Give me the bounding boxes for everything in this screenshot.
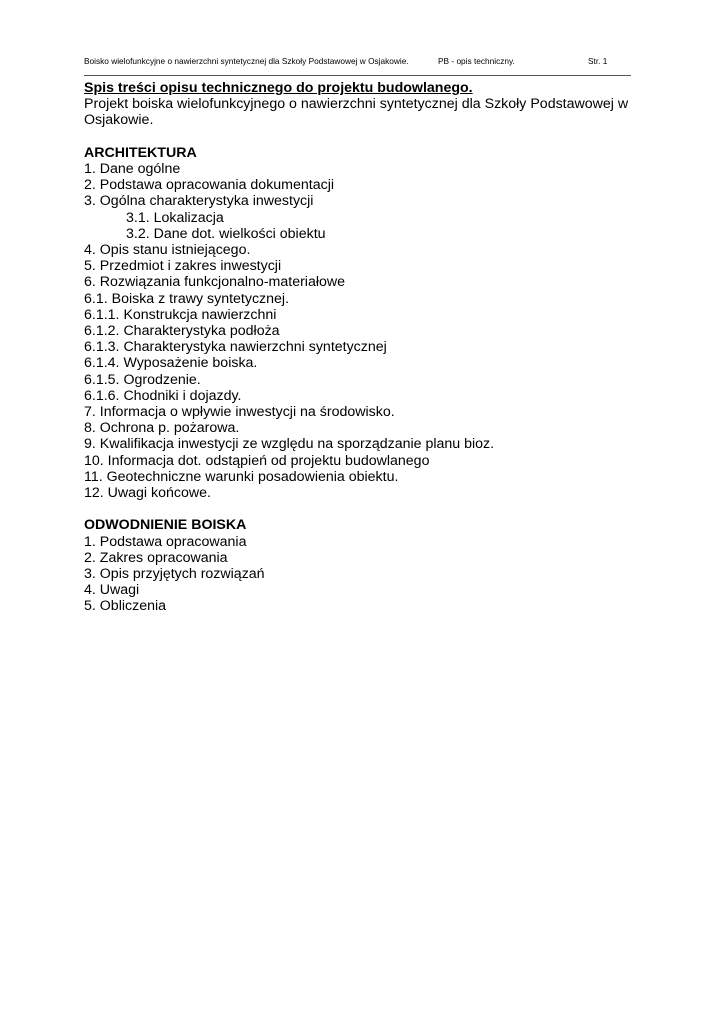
toc-item: 11. Geotechniczne warunki posadowienia obiektu. [84, 468, 399, 485]
toc-section-architektura [84, 145, 644, 501]
toc-list [84, 534, 644, 615]
toc-item: 2. Podstawa opracowania dokumentacji [84, 177, 335, 194]
toc-item: 6.1.4. Wyposażenie boiska. [84, 355, 258, 372]
header-document-name: Boisko wielofunkcyjne o nawierzchni syntetycznej dla Szkoły Podstawowej w Osjakowie. [84, 56, 409, 66]
toc-item: 3. Ogólna charakterystyka inwestycji [84, 193, 314, 210]
toc-list [84, 161, 644, 501]
document-body [84, 80, 644, 615]
document-title: Spis treści opisu technicznego do projektu budowlanego. [84, 80, 473, 96]
toc-item: 6.1.2. Charakterystyka podłoża [84, 323, 280, 340]
toc-item: 10. Informacja dot. odstąpień od projektu budowlanego [84, 452, 430, 469]
toc-item: 5. Obliczenia [84, 598, 167, 615]
toc-item: 8. Ochrona p. pożarowa. [84, 420, 240, 437]
toc-item: 6.1.1. Konstrukcja nawierzchni [84, 306, 277, 323]
document-subtitle: Projekt boiska wielofunkcyjnego o nawierzchni syntetycznej dla Szkoły Podstawowej w Osjakowie. [84, 96, 629, 129]
toc-item: 12. Uwagi końcowe. [84, 485, 211, 502]
toc-item: 6.1.3. Charakterystyka nawierzchni syntetycznej [84, 339, 387, 356]
section-heading: ODWODNIENIE BOISKA [84, 517, 247, 534]
toc-item: 1. Dane ogólne [84, 161, 181, 177]
toc-item: 7. Informacja o wpływie inwestycji na środowisko. [84, 404, 395, 421]
toc-item: 6.1. Boiska z trawy syntetycznej. [84, 290, 290, 307]
toc-section-odwodnienie [84, 517, 644, 614]
toc-item: 3. Opis przyjętych rozwiązań [84, 566, 265, 583]
toc-item: 4. Opis stanu istniejącego. [84, 242, 251, 259]
toc-item: 6.1.6. Chodniki i dojazdy. [84, 387, 242, 404]
header-page-number: Str. 1 [588, 56, 608, 66]
toc-item: 4. Uwagi [84, 582, 140, 599]
toc-item: 3.1. Lokalizacja [126, 209, 224, 226]
section-heading: ARCHITEKTURA [84, 144, 197, 161]
header-divider [84, 75, 631, 76]
toc-item: 6. Rozwiązania funkcjonalno-materiałowe [84, 274, 346, 291]
toc-item: 5. Przedmiot i zakres inwestycji [84, 258, 282, 275]
header-document-type: PB - opis techniczny. [438, 56, 515, 66]
page-header [84, 56, 631, 70]
toc-item: 1. Podstawa opracowania [84, 533, 247, 550]
toc-item: 9. Kwalifikacja inwestycji ze względu na sporządzanie planu bioz. [84, 436, 495, 453]
toc-item: 2. Zakres opracowania [84, 549, 228, 566]
toc-item: 3.2. Dane dot. wielkości obiektu [126, 225, 326, 242]
toc-item: 6.1.5. Ogrodzenie. [84, 371, 201, 388]
